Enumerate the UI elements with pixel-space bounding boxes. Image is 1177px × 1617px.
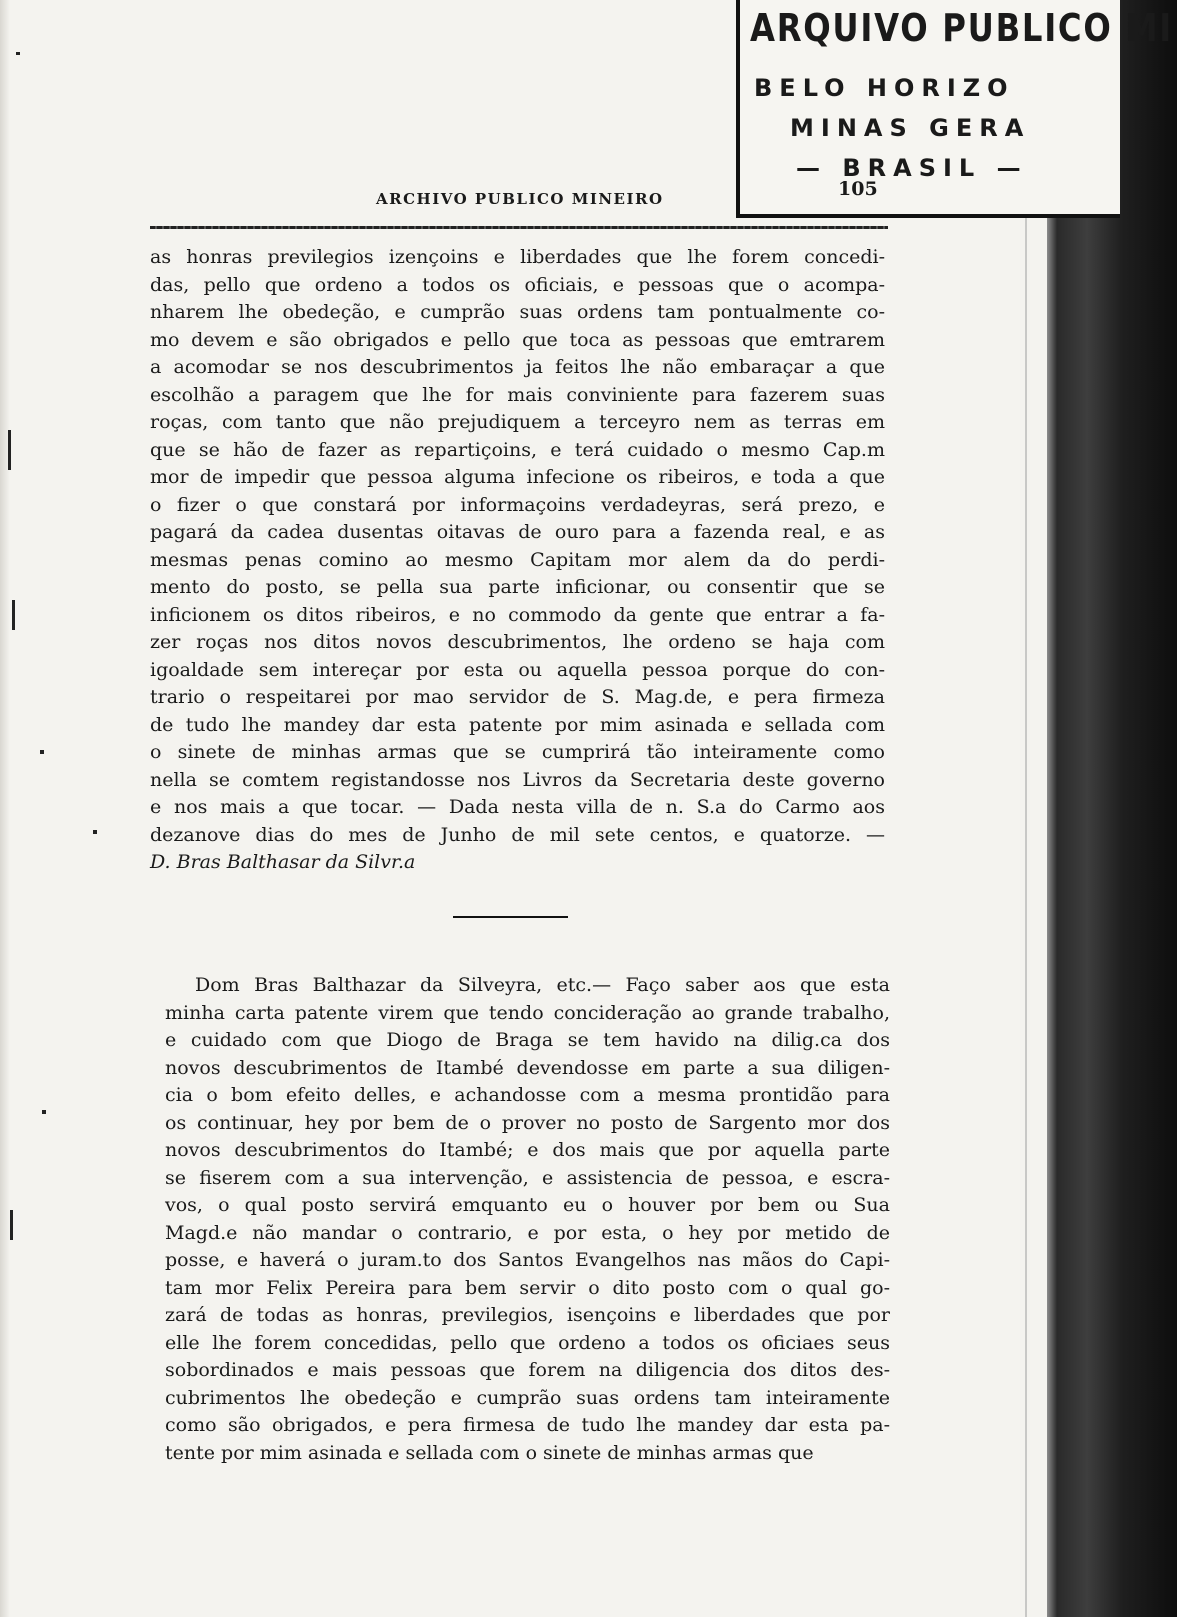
- stamp-line-country: — BRASIL —: [796, 154, 1028, 182]
- text-line: dezanove dias do mes de Junho de mil sete centos, e quatorze. —: [150, 823, 885, 846]
- text-line: escolhão a paragem que lhe for mais conviniente para fazerem suas: [150, 383, 885, 406]
- stamp-line-archive: ARQUIVO PUBLICO MI: [750, 6, 1173, 50]
- text-line: a acomodar se nos descubrimentos ja feitos lhe não embaraçar a que: [150, 356, 885, 378]
- print-speck: [42, 1110, 46, 1114]
- print-speck: [10, 1210, 13, 1240]
- section-1-text: [150, 244, 885, 877]
- text-line: tam mor Felix Pereira para bem servir o dito posto com o qual go-: [165, 1276, 890, 1299]
- text-line: das, pello que ordeno a todos os oficiais, e pessoas que o acompa-: [150, 273, 885, 296]
- text-line: zer roças nos ditos novos descubrimentos, lhe ordeno se haja com: [150, 631, 885, 653]
- text-line: elle lhe forem concedidas, pello que ordeno a todos os oficiaes seus: [165, 1331, 890, 1354]
- text-line: o sinete de minhas armas que se cumprirá tão inteiramente como: [150, 741, 885, 763]
- text-line: zará de todas as honras, previlegios, isençoins e liberdades que por: [165, 1304, 890, 1326]
- text-line: e cuidado com que Diogo de Braga se tem havido na dilig.ca dos: [165, 1029, 890, 1051]
- running-header: ARCHIVO PUBLICO MINEIRO: [376, 190, 664, 208]
- print-speck: [40, 750, 44, 754]
- text-line: novos descubrimentos de Itambé devendosse em parte a sua diligen-: [165, 1056, 890, 1079]
- text-line: tente por mim asinada e sellada com o sinete de minhas armas que: [165, 1441, 814, 1464]
- print-speck: [8, 430, 11, 470]
- print-speck: [16, 52, 20, 55]
- text-line: de tudo lhe mandey dar esta patente por mim asinada e sellada com: [150, 713, 885, 736]
- text-line: novos descubrimentos do Itambé; e dos mais que por aquella parte: [165, 1139, 890, 1161]
- text-line: nharem lhe obedeção, e cumprão suas ordens tam pontualmente co-: [150, 301, 885, 323]
- text-line: cia o bom efeito delles, e achandosse com a mesma prontidão para: [165, 1084, 890, 1106]
- binding-edge: [1047, 0, 1177, 1617]
- text-line: mor de impedir que pessoa alguma infecione os ribeiros, e toda a que: [150, 466, 885, 488]
- text-line: que se hão de fazer as repartiçoins, e terá cuidado o mesmo Cap.m: [150, 438, 885, 461]
- text-line: roças, com tanto que não prejudiquem a terceyro nem as terras em: [150, 411, 885, 433]
- archive-stamp: [736, 0, 1173, 218]
- stamp-line-city: BELO HORIZO: [754, 74, 1015, 102]
- page-left-edge: [0, 0, 10, 1617]
- text-line: se fiserem com a sua intervenção, e assistencia de pessoa, e escra-: [165, 1166, 890, 1189]
- text-line: igoaldade sem intereçar por esta ou aquella pessoa porque do con-: [150, 658, 885, 681]
- stamp-line-state: MINAS GERA: [790, 114, 1031, 142]
- text-line: mento do posto, se pella sua parte inficionar, ou consentir que se: [150, 576, 885, 598]
- text-line: nella se comtem registandosse nos Livros da Secretaria deste governo: [150, 768, 885, 791]
- text-line: cubrimentos lhe obedeção e cumprão suas ordens tam inteiramente: [165, 1386, 890, 1409]
- text-line: pagará da cadea dusentas oitavas de ouro para a fazenda real, e as: [150, 521, 885, 543]
- section-2-text: [165, 972, 890, 1467]
- text-line: Dom Bras Balthazar da Silveyra, etc.— Faço saber aos que esta: [195, 974, 890, 996]
- text-line: sobordinados e mais pessoas que forem na diligencia dos ditos des-: [165, 1359, 890, 1381]
- text-line: mo devem e são obrigados e pello que toca as pessoas que emtrarem: [150, 328, 885, 351]
- text-line: vos, o qual posto servirá emquanto eu o houver por bem ou Sua: [165, 1194, 890, 1216]
- header-rule: [150, 226, 888, 229]
- text-line: posse, e haverá o juram.to dos Santos Evangelhos nas mãos do Capi-: [165, 1249, 890, 1271]
- print-speck: [93, 830, 97, 834]
- text-line: o fizer o que constará por informaçoins verdadeyras, será prezo, e: [150, 493, 885, 516]
- text-line: os continuar, hey por bem de o prover no posto de Sargento mor dos: [165, 1111, 890, 1134]
- section-separator: [453, 916, 568, 918]
- binding-shadow-line: [1025, 200, 1027, 1617]
- text-line: minha carta patente virem que tendo concideração ao grande trabalho,: [165, 1001, 890, 1024]
- text-line: mesmas penas comino ao mesmo Capitam mor alem da do perdi-: [150, 548, 885, 571]
- text-line: Magd.e não mandar o contrario, e por esta, o hey por metido de: [165, 1221, 890, 1244]
- text-line: trario o respeitarei por mao servidor de S. Mag.de, e pera firmeza: [150, 686, 885, 708]
- signature: D. Bras Balthasar da Silvr.a: [150, 851, 416, 873]
- text-line: inficionem os ditos ribeiros, e no commodo da gente que entrar a fa-: [150, 603, 885, 626]
- text-line: como são obrigados, e pera firmesa de tudo lhe mandey dar esta pa-: [165, 1414, 890, 1436]
- page-number: 105: [838, 178, 878, 200]
- text-line: as honras previlegios izençoins e liberdades que lhe forem concedi-: [150, 246, 885, 268]
- text-line: e nos mais a que tocar. — Dada nesta villa de n. S.a do Carmo aos: [150, 796, 885, 818]
- print-speck: [12, 600, 15, 630]
